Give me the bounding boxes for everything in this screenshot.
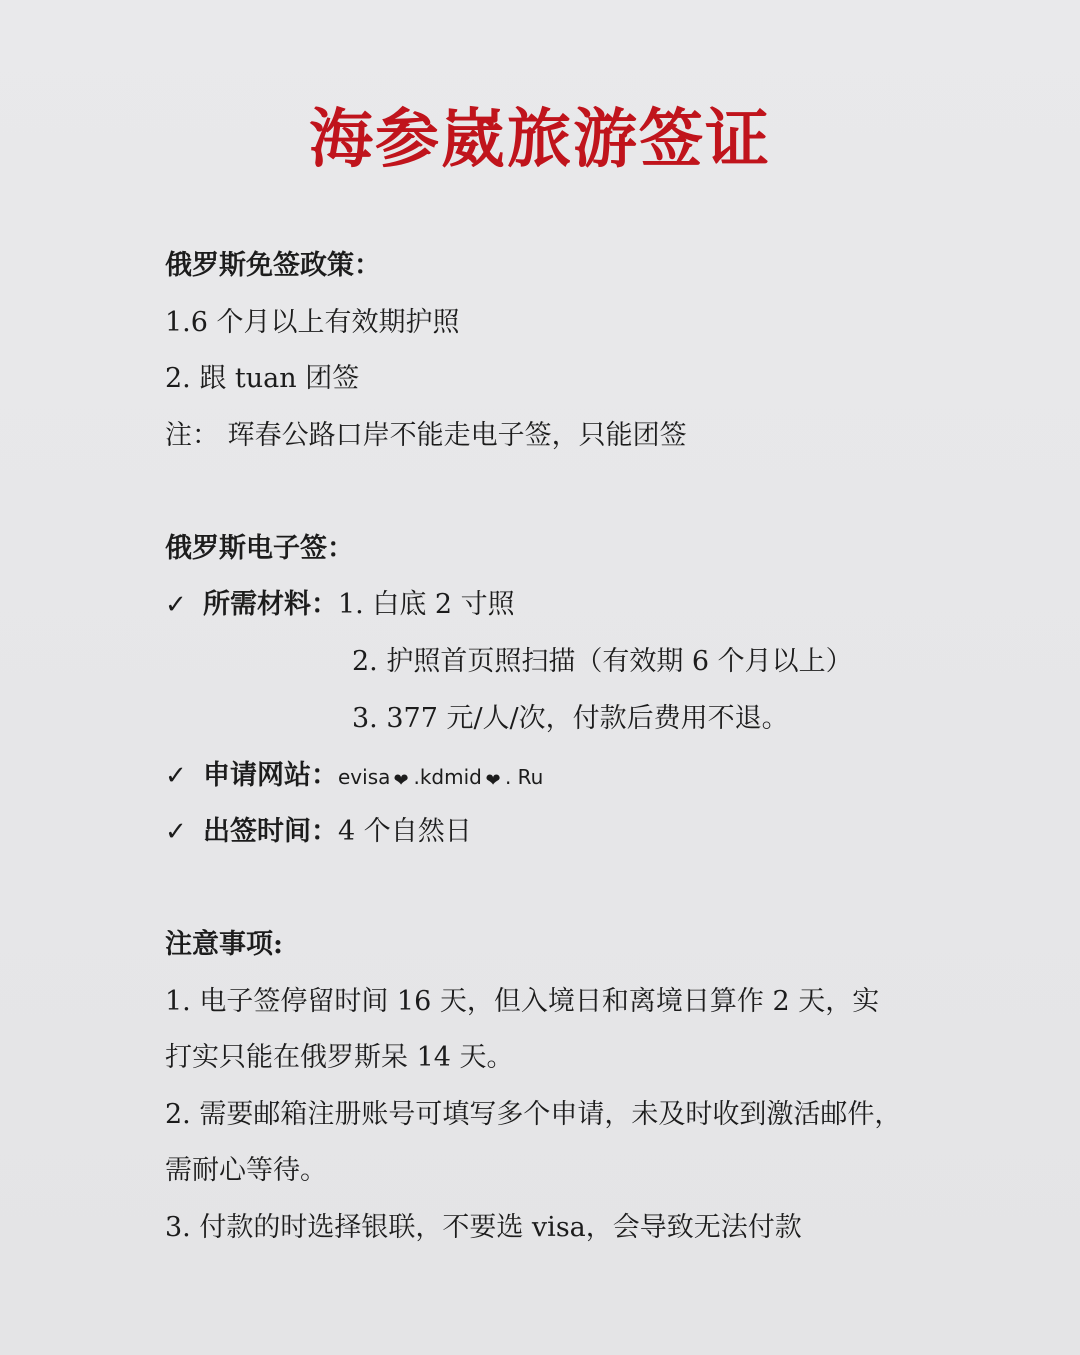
- website-part-1: evisa: [338, 765, 391, 789]
- note-line-4: 需耐心等待。: [165, 1155, 327, 1186]
- section-heading-notes: 注意事项:: [165, 929, 283, 960]
- materials-label: 所需材料：: [203, 589, 338, 620]
- website-part-3: . Ru: [504, 765, 544, 789]
- visa-free-item-2: 2. 跟 tuan 团签: [165, 363, 360, 394]
- heart-icon: ❥: [481, 771, 503, 787]
- page-title: 海参崴旅游签证: [309, 102, 771, 177]
- heart-icon: ❥: [389, 771, 411, 787]
- checkmark-icon: ✓: [165, 761, 187, 791]
- time-value: 4 个自然日: [338, 816, 472, 847]
- materials-item-2: 2. 护照首页照扫描（有效期 6 个月以上）: [352, 646, 853, 677]
- materials-item-3: 3. 377 元/人/次，付款后费用不退。: [352, 703, 789, 734]
- note-line-5: 3. 付款的时选择银联，不要选 visa，会导致无法付款: [165, 1212, 802, 1243]
- time-label: 出签时间：: [203, 816, 338, 847]
- visa-free-item-1: 1.6 个月以上有效期护照: [165, 307, 460, 338]
- materials-item-1: 1. 白底 2 寸照: [338, 589, 515, 620]
- note-line-1: 1. 电子签停留时间 16 天，但入境日和离境日算作 2 天，实: [165, 986, 880, 1017]
- section-heading-visa-free: 俄罗斯免签政策：: [165, 250, 381, 281]
- note-line-3: 2. 需要邮箱注册账号可填写多个申请，未及时收到激活邮件，: [165, 1099, 902, 1130]
- checkmark-icon: ✓: [165, 590, 187, 620]
- website-part-2: .kdmid: [413, 765, 482, 789]
- visa-free-note: 注： 珲春公路口岸不能走电子签，只能团签: [165, 420, 687, 451]
- time-row: [165, 814, 472, 850]
- website-row: [165, 758, 543, 797]
- note-line-2: 打实只能在俄罗斯呆 14 天。: [165, 1042, 514, 1073]
- section-heading-evisa: 俄罗斯电子签：: [165, 533, 354, 564]
- materials-row: [165, 587, 515, 623]
- website-label: 申请网站：: [203, 760, 338, 791]
- checkmark-icon: ✓: [165, 817, 187, 847]
